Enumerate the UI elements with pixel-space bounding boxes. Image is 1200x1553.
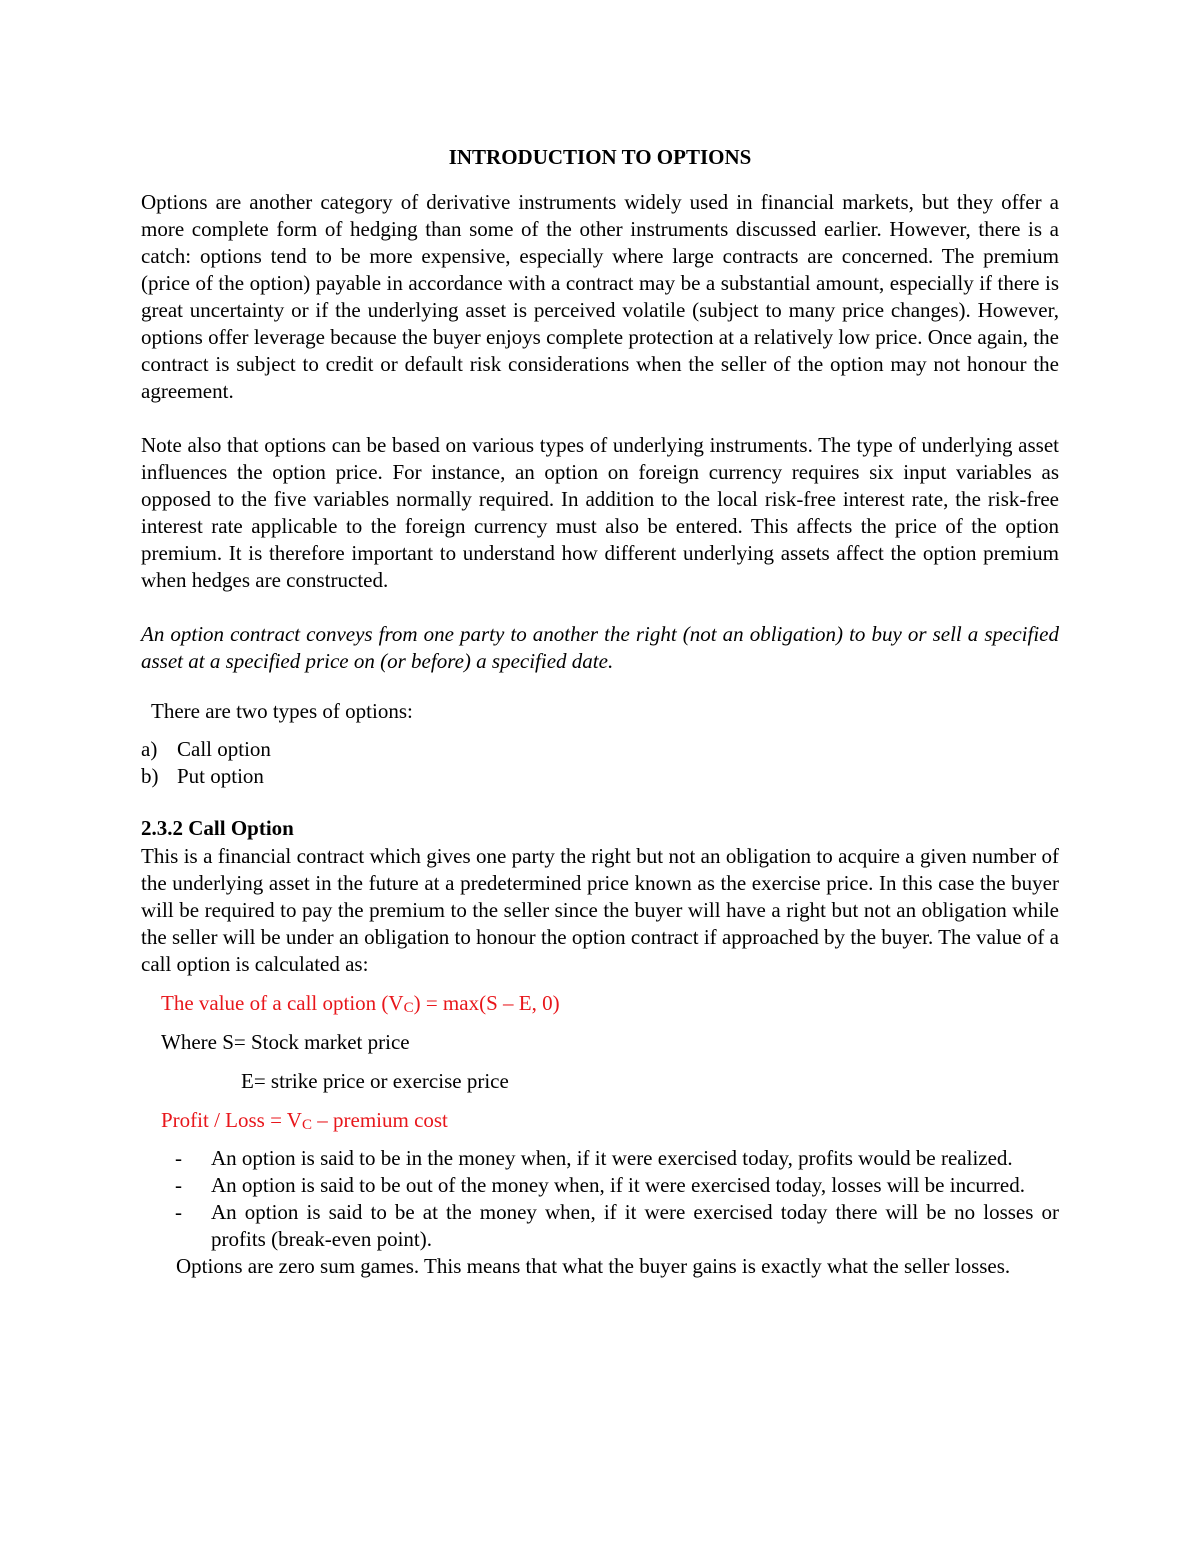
types-intro: There are two types of options: [151, 699, 413, 723]
profit-loss-formula [161, 1106, 1059, 1134]
where-stock-price: Where S= Stock market price [161, 1030, 410, 1054]
bullet-dash: - [175, 1200, 182, 1224]
list-item [141, 763, 1059, 790]
paragraph-underlying: Note also that options can be based on various types of underlying instruments. The type of underlying asset influences the option price. For instance, an option on foreign currency requires six input variables as opposed to the five variables normally required. In addition to the local risk-free interest rate, the risk-free interest rate applicable to the foreign currency must also be entered. This affects the price of the option premium. It is therefore important to understand how different underlying assets affect the option premium when hedges are constructed. [141, 433, 1059, 592]
call-option-paragraph: This is a financial contract which gives one party the right but not an obligation to acquire a given number of the underlying asset in the future at a predetermined price known as the exercise price. In this case the buyer will be required to pay the premium to the seller since the buyer will have a right but not an obligation while the seller will be under an obligation to honour the option contract if approached by the buyer. The value of a call option is calculated as: [141, 844, 1059, 976]
document-body [141, 144, 1059, 1280]
option-types-list [141, 736, 1059, 790]
bullet-text: An option is said to be at the money when, if it were exercised today there will be no losses or profits (break-even point). [211, 1200, 1059, 1251]
formula-text: Profit / Loss = V [161, 1108, 302, 1132]
list-marker: a) [141, 737, 158, 761]
list-item-label: Put option [177, 764, 264, 788]
bullet-text: An option is said to be in the money when, if it were exercised today, profits would be realized. [211, 1146, 1013, 1170]
list-item [141, 736, 1059, 763]
list-item [141, 1199, 1059, 1253]
moneyness-list [141, 1145, 1059, 1253]
formula-text: – premium cost [312, 1108, 448, 1132]
bullet-dash: - [175, 1146, 182, 1170]
section-heading: 2.3.2 Call Option [141, 816, 294, 840]
paragraph-intro: Options are another category of derivative instruments widely used in financial markets, but they offer a more complete form of hedging than some of the other instruments discussed earlier. However, there is a catch: options tend to be more expensive, especially where large contracts are concerned. The premium (price of the option) payable in accordance with a contract may be a substantial amount, especially if there is great uncertainty or if the underlying asset is perceived volatile (subject to many price changes). However, options offer leverage because the buyer enjoys complete protection at a relatively low price. Once again, the contract is subject to credit or default risk considerations when the seller of the option may not honour the agreement. [141, 190, 1059, 403]
bullet-dash: - [175, 1173, 182, 1197]
formula-subscript: C [403, 1000, 414, 1016]
formula-subscript: C [301, 1117, 312, 1133]
formula-text: The value of a call option (V [161, 991, 404, 1015]
list-item [141, 1145, 1059, 1172]
closing-paragraph: Options are zero sum games. This means that what the buyer gains is exactly what the seller losses. [176, 1254, 1011, 1278]
list-item-label: Call option [177, 737, 271, 761]
option-definition: An option contract conveys from one party to another the right (not an obligation) to buy or sell a specified asset at a specified price on (or before) a specified date. [141, 622, 1059, 673]
bullet-text: An option is said to be out of the money when, if it were exercised today, losses will be incurred. [211, 1173, 1025, 1197]
document-title: INTRODUCTION TO OPTIONS [448, 145, 752, 169]
where-strike-price: E= strike price or exercise price [241, 1069, 509, 1093]
list-marker: b) [141, 764, 159, 788]
list-item [141, 1172, 1059, 1199]
formula-text: ) = max(S – E, 0) [413, 991, 560, 1015]
call-value-formula [161, 989, 1059, 1017]
